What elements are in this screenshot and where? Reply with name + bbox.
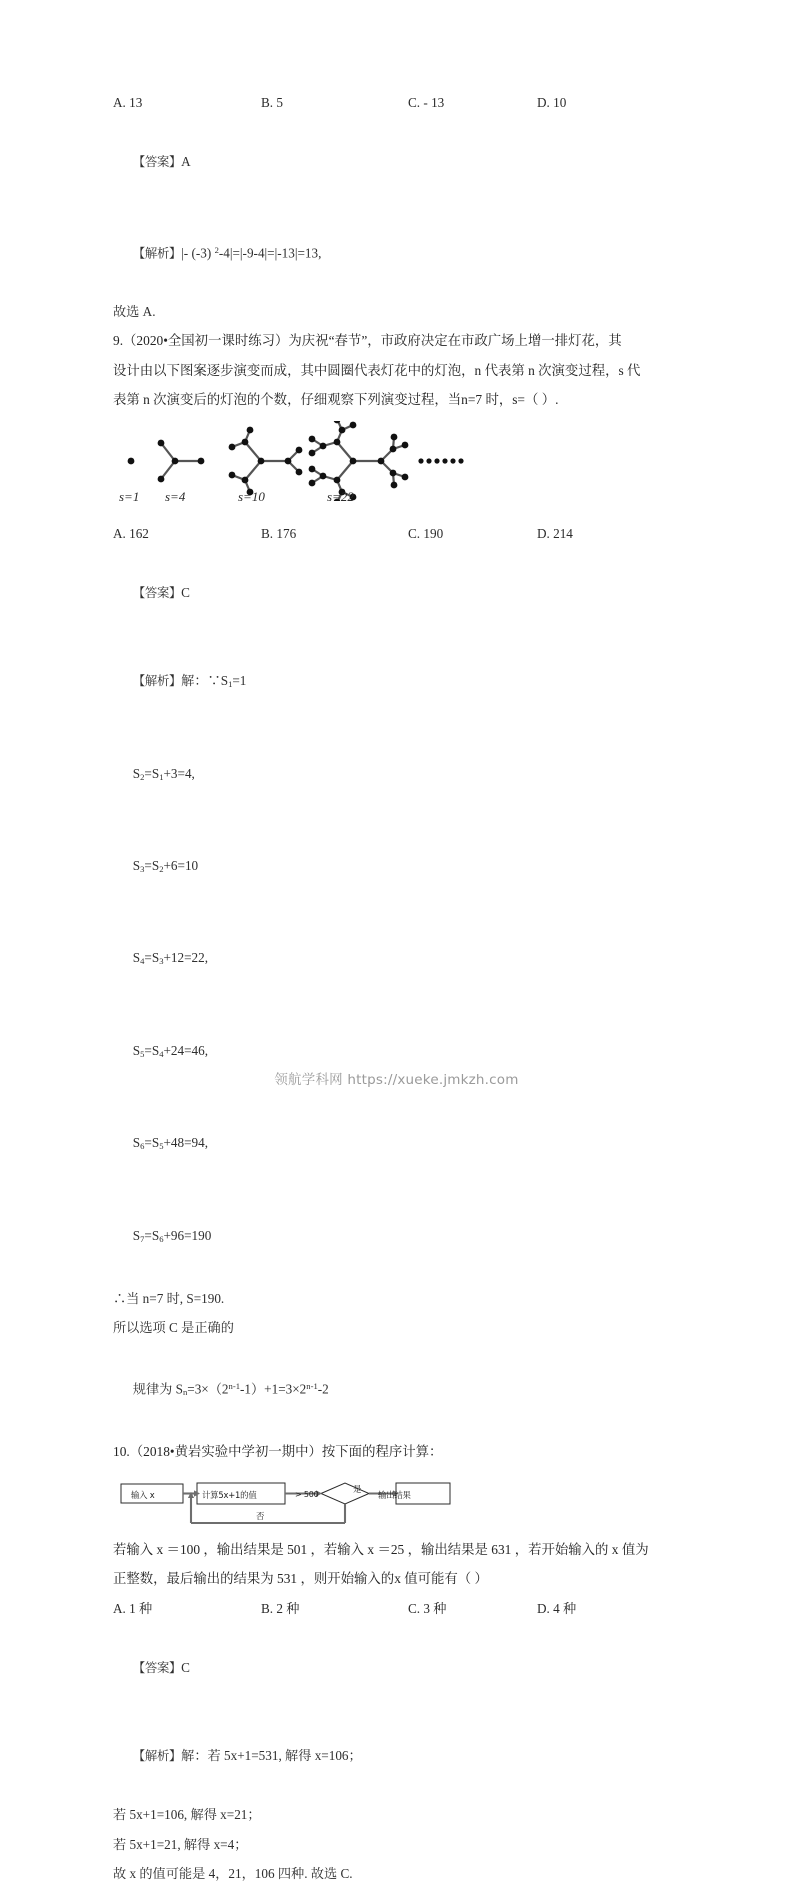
rule-mid: =3×（2 [187, 1381, 229, 1397]
q8-conclusion: 故选 A. [113, 303, 156, 319]
q9-conclusion-1: ∴当 n=7 时, S=190. [113, 1290, 225, 1306]
step-tail: +6=10 [163, 858, 199, 874]
step-tail: +48=94, [163, 1135, 209, 1151]
step-lhs: S [132, 765, 141, 781]
step-lhs: S [132, 858, 141, 874]
rule-mid-2: -1）+1=3×2 [240, 1381, 307, 1397]
q9-option-d[interactable]: D. 214 [537, 525, 573, 541]
q10-option-a[interactable]: A. 1 种 [113, 1600, 153, 1616]
step-mid-sub: 4 [159, 1048, 164, 1059]
figure-label-3: s=10 [238, 488, 265, 504]
q8-analysis-line [113, 206, 688, 297]
q8-analysis-tag: 【解析】 [132, 244, 182, 260]
flowchart-calc-box-label: 计算5x+1的值 [202, 1489, 257, 1500]
step-lhs-sub: 7 [140, 1233, 145, 1244]
step-lhs-sub: 5 [140, 1048, 145, 1059]
q8-answer-value: A [181, 154, 191, 169]
q10-answer-tag: 【答案】 [132, 1659, 182, 1675]
q10-figure-flowchart [113, 1471, 688, 1533]
step-mid: =S [144, 1042, 160, 1058]
q9-step-2 [113, 822, 688, 914]
step-mid-sub: 5 [159, 1141, 164, 1152]
document-content [113, 88, 688, 1889]
q9-step-6 [113, 1191, 688, 1283]
q9-analysis-head [113, 637, 688, 729]
q8-option-c[interactable]: C. - 13 [408, 95, 445, 110]
q10-answer-line [113, 1623, 688, 1712]
q10-stem-line-3: 正整数，最后输出的结果为 531 ，则开始输入的x 值可能有（ ） [113, 1571, 488, 1587]
q10-analysis-line-2: 若 5x+1=106, 解得 x=21； [113, 1807, 261, 1823]
q10-analysis-text-1: 解：若 5x+1=531, 解得 x=106； [181, 1748, 362, 1764]
flowchart-output-box-label: 输出结果 [378, 1489, 411, 1500]
figure-label-2: s=4 [165, 488, 186, 504]
q8-analysis-post: -4|=|-9-4|=|-13|=13, [218, 244, 322, 260]
step-lhs: S [132, 1135, 141, 1151]
step-mid-sub: 1 [159, 771, 164, 782]
q8-option-b[interactable]: B. 5 [261, 95, 283, 110]
flowchart-condition-label: > 500 [295, 1489, 319, 1499]
figure-label-1: s=1 [119, 488, 140, 504]
step-tail: +24=46, [163, 1042, 209, 1058]
q9-conclusion-2: 所以选项 C 是正确的 [113, 1320, 234, 1336]
q9-stem-line-1: 9.（2020•全国初一课时练习）为庆祝“春节”，市政府决定在市政广场上增一排灯花，其 [113, 333, 622, 349]
step-lhs-sub: 3 [140, 863, 145, 874]
step-mid: =S [144, 1135, 160, 1151]
q9-stem-line-3: 表第 n 次演变后的灯泡的个数，仔细观察下列演变过程，当n=7 时，s=（ ）. [113, 392, 559, 408]
q9-analysis-head-sub: 1 [228, 679, 233, 690]
rule-sub: n [182, 1387, 188, 1398]
step-mid: =S [144, 858, 160, 874]
footer-watermark: 领航学科网 https://xueke.jmkzh.com [274, 1072, 519, 1088]
figure-label-4: s=22 [327, 488, 354, 504]
step-mid: =S [144, 950, 160, 966]
rule-exponent-1: n-1 [228, 1381, 240, 1392]
q9-step-1 [113, 729, 688, 821]
step-mid: =S [144, 765, 160, 781]
q8-option-d[interactable]: D. 10 [537, 95, 567, 110]
q9-step-5 [113, 1099, 688, 1191]
q9-answer-value: C [181, 584, 190, 600]
q9-figure-labels [113, 489, 513, 511]
q10-analysis-line-1 [113, 1712, 688, 1801]
q9-answer-line [113, 548, 688, 637]
step-lhs: S [132, 1227, 141, 1243]
q8-option-row [113, 88, 688, 118]
step-lhs-sub: 6 [140, 1141, 145, 1152]
rule-tail: -2 [317, 1381, 329, 1397]
step-mid: =S [144, 1227, 160, 1243]
step-lhs: S [132, 950, 141, 966]
flowchart-svg [113, 1471, 453, 1533]
q9-option-b[interactable]: B. 176 [261, 525, 297, 541]
q8-analysis-pre: |- (-3) [181, 244, 215, 260]
rule-prefix: 规律为 S [132, 1381, 183, 1397]
q10-analysis-line-4: 故 x 的值可能是 4，21，106 四种. 故选 C. [113, 1866, 353, 1882]
rule-exponent-2: n-1 [306, 1381, 318, 1392]
flowchart-no-label: 否 [256, 1510, 265, 1521]
step-mid-sub: 2 [159, 863, 164, 874]
q9-option-a[interactable]: A. 162 [113, 525, 149, 541]
step-tail: +12=22, [163, 950, 209, 966]
q9-analysis-tag: 【解析】 [132, 673, 182, 689]
step-lhs-sub: 4 [140, 956, 145, 967]
step-mid-sub: 6 [159, 1233, 164, 1244]
q10-analysis-tag: 【解析】 [132, 1748, 182, 1764]
q8-analysis-exponent: 2 [214, 244, 219, 255]
q8-answer-line [113, 118, 688, 207]
q9-option-c[interactable]: C. 190 [408, 525, 444, 541]
q10-answer-value: C [181, 1659, 190, 1675]
q10-option-c[interactable]: C. 3 种 [408, 1600, 447, 1616]
q9-answer-tag: 【答案】 [132, 584, 182, 600]
step-tail: +3=4, [163, 765, 195, 781]
step-mid-sub: 3 [159, 956, 164, 967]
q9-analysis-head-text: 解：∵S [181, 673, 229, 689]
q10-option-row [113, 1594, 688, 1624]
step-lhs: S [132, 1042, 141, 1058]
flowchart-yes-label: 是 [353, 1483, 362, 1494]
q9-analysis-head-tail: =1 [232, 673, 247, 689]
q10-stem-line-2: 若输入 x ＝100 ，输出结果是 501 ，若输入 x ＝25 ，输出结果是 631 ，若开始输入的 x 值为 [113, 1541, 649, 1557]
step-tail: +96=190 [163, 1227, 212, 1243]
q10-analysis-line-3: 若 5x+1=21, 解得 x=4； [113, 1836, 248, 1852]
q9-stem-line-2: 设计由以下图案逐步演变而成，其中圆圈代表灯花中的灯泡，n 代表第 n 次演变过程，s 代 [113, 362, 641, 378]
step-lhs-sub: 2 [140, 771, 145, 782]
q8-option-a[interactable]: A. 13 [113, 95, 143, 110]
q9-figure-fractal-trees [113, 421, 688, 519]
flowchart-input-box-label: 输入 x [131, 1489, 155, 1500]
q10-option-b[interactable]: B. 2 种 [261, 1600, 300, 1616]
q9-rule-formula [113, 1343, 688, 1438]
q9-step-3 [113, 914, 688, 1006]
q8-answer-tag: 【答案】 [132, 154, 182, 169]
q9-option-row [113, 519, 688, 549]
q10-stem-line-1: 10.（2018•黄岩实验中学初一期中）按下面的程序计算： [113, 1444, 443, 1460]
q10-option-d[interactable]: D. 4 种 [537, 1600, 577, 1616]
